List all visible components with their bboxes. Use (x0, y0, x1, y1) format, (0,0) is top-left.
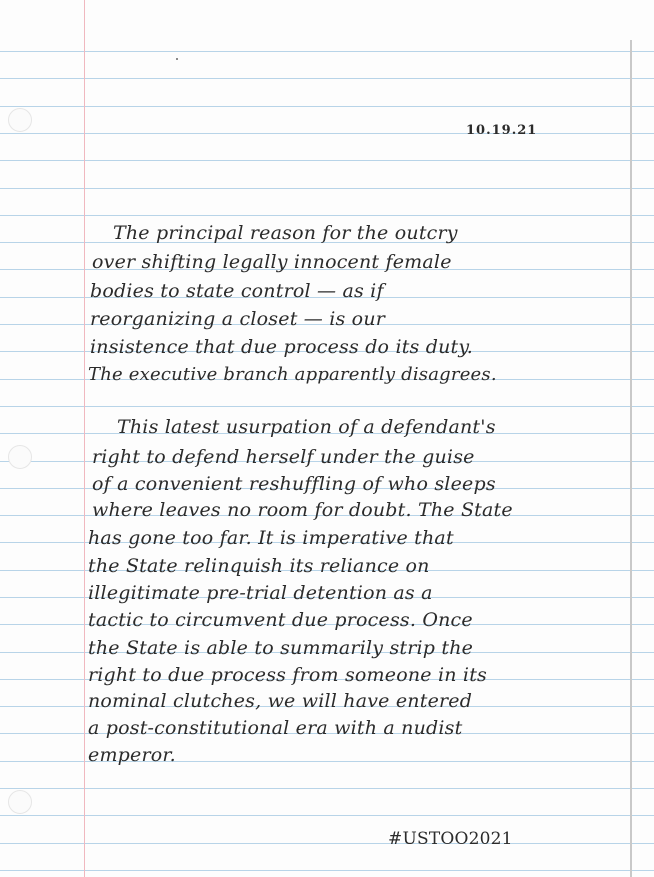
ruled-line (0, 815, 654, 816)
binder-hole-bottom (8, 790, 32, 814)
paragraph-2-line: illegitimate pre-trial detention as a (88, 582, 433, 604)
paragraph-2-line: right to defend herself under the guise (92, 446, 475, 468)
paragraph-1-line: reorganizing a closet — is our (90, 308, 386, 330)
paragraph-2-line: emperor. (88, 744, 176, 766)
ruled-line (0, 133, 654, 134)
paragraph-2-line: a post-constitutional era with a nudist (88, 717, 463, 739)
paragraph-2-line: where leaves no room for doubt. The State (92, 499, 513, 521)
paragraph-1-line: The principal reason for the outcry (113, 222, 458, 244)
paragraph-1-line: The executive branch apparently disagrees. (88, 364, 497, 385)
paragraph-2-line: the State relinquish its reliance on (88, 555, 430, 577)
paragraph-1-line: bodies to state control — as if (90, 280, 384, 302)
ruled-line (0, 843, 654, 844)
paragraph-2-line: right to due process from someone in its (88, 664, 487, 686)
hashtag-signature: #USTOO2021 (388, 829, 513, 849)
ink-speck (176, 58, 178, 60)
ruled-line (0, 188, 654, 189)
ruled-line (0, 160, 654, 161)
paragraph-1-line: over shifting legally innocent female (92, 251, 452, 273)
margin-line (84, 0, 85, 877)
binder-hole-middle (8, 445, 32, 469)
paragraph-2-line: tactic to circumvent due process. Once (88, 609, 473, 631)
ruled-line (0, 215, 654, 216)
ruled-line (0, 106, 654, 107)
date-label: 10.19.21 (466, 123, 538, 138)
binder-hole-top (8, 108, 32, 132)
ruled-line (0, 870, 654, 871)
ruled-line (0, 788, 654, 789)
ruled-line (0, 51, 654, 52)
paragraph-2-line: nominal clutches, we will have entered (88, 690, 473, 712)
page-edge (630, 40, 632, 877)
paragraph-1-line: insistence that due process do its duty. (90, 336, 474, 358)
paragraph-2-line: This latest usurpation of a defendant's (117, 416, 496, 438)
paragraph-2-line: has gone too far. It is imperative that (88, 527, 454, 549)
paragraph-2-line: the State is able to summarily strip the (88, 637, 474, 659)
paragraph-2-line: of a convenient reshuffling of who sleeps (92, 473, 496, 495)
ruled-line (0, 406, 654, 407)
ruled-line (0, 78, 654, 79)
